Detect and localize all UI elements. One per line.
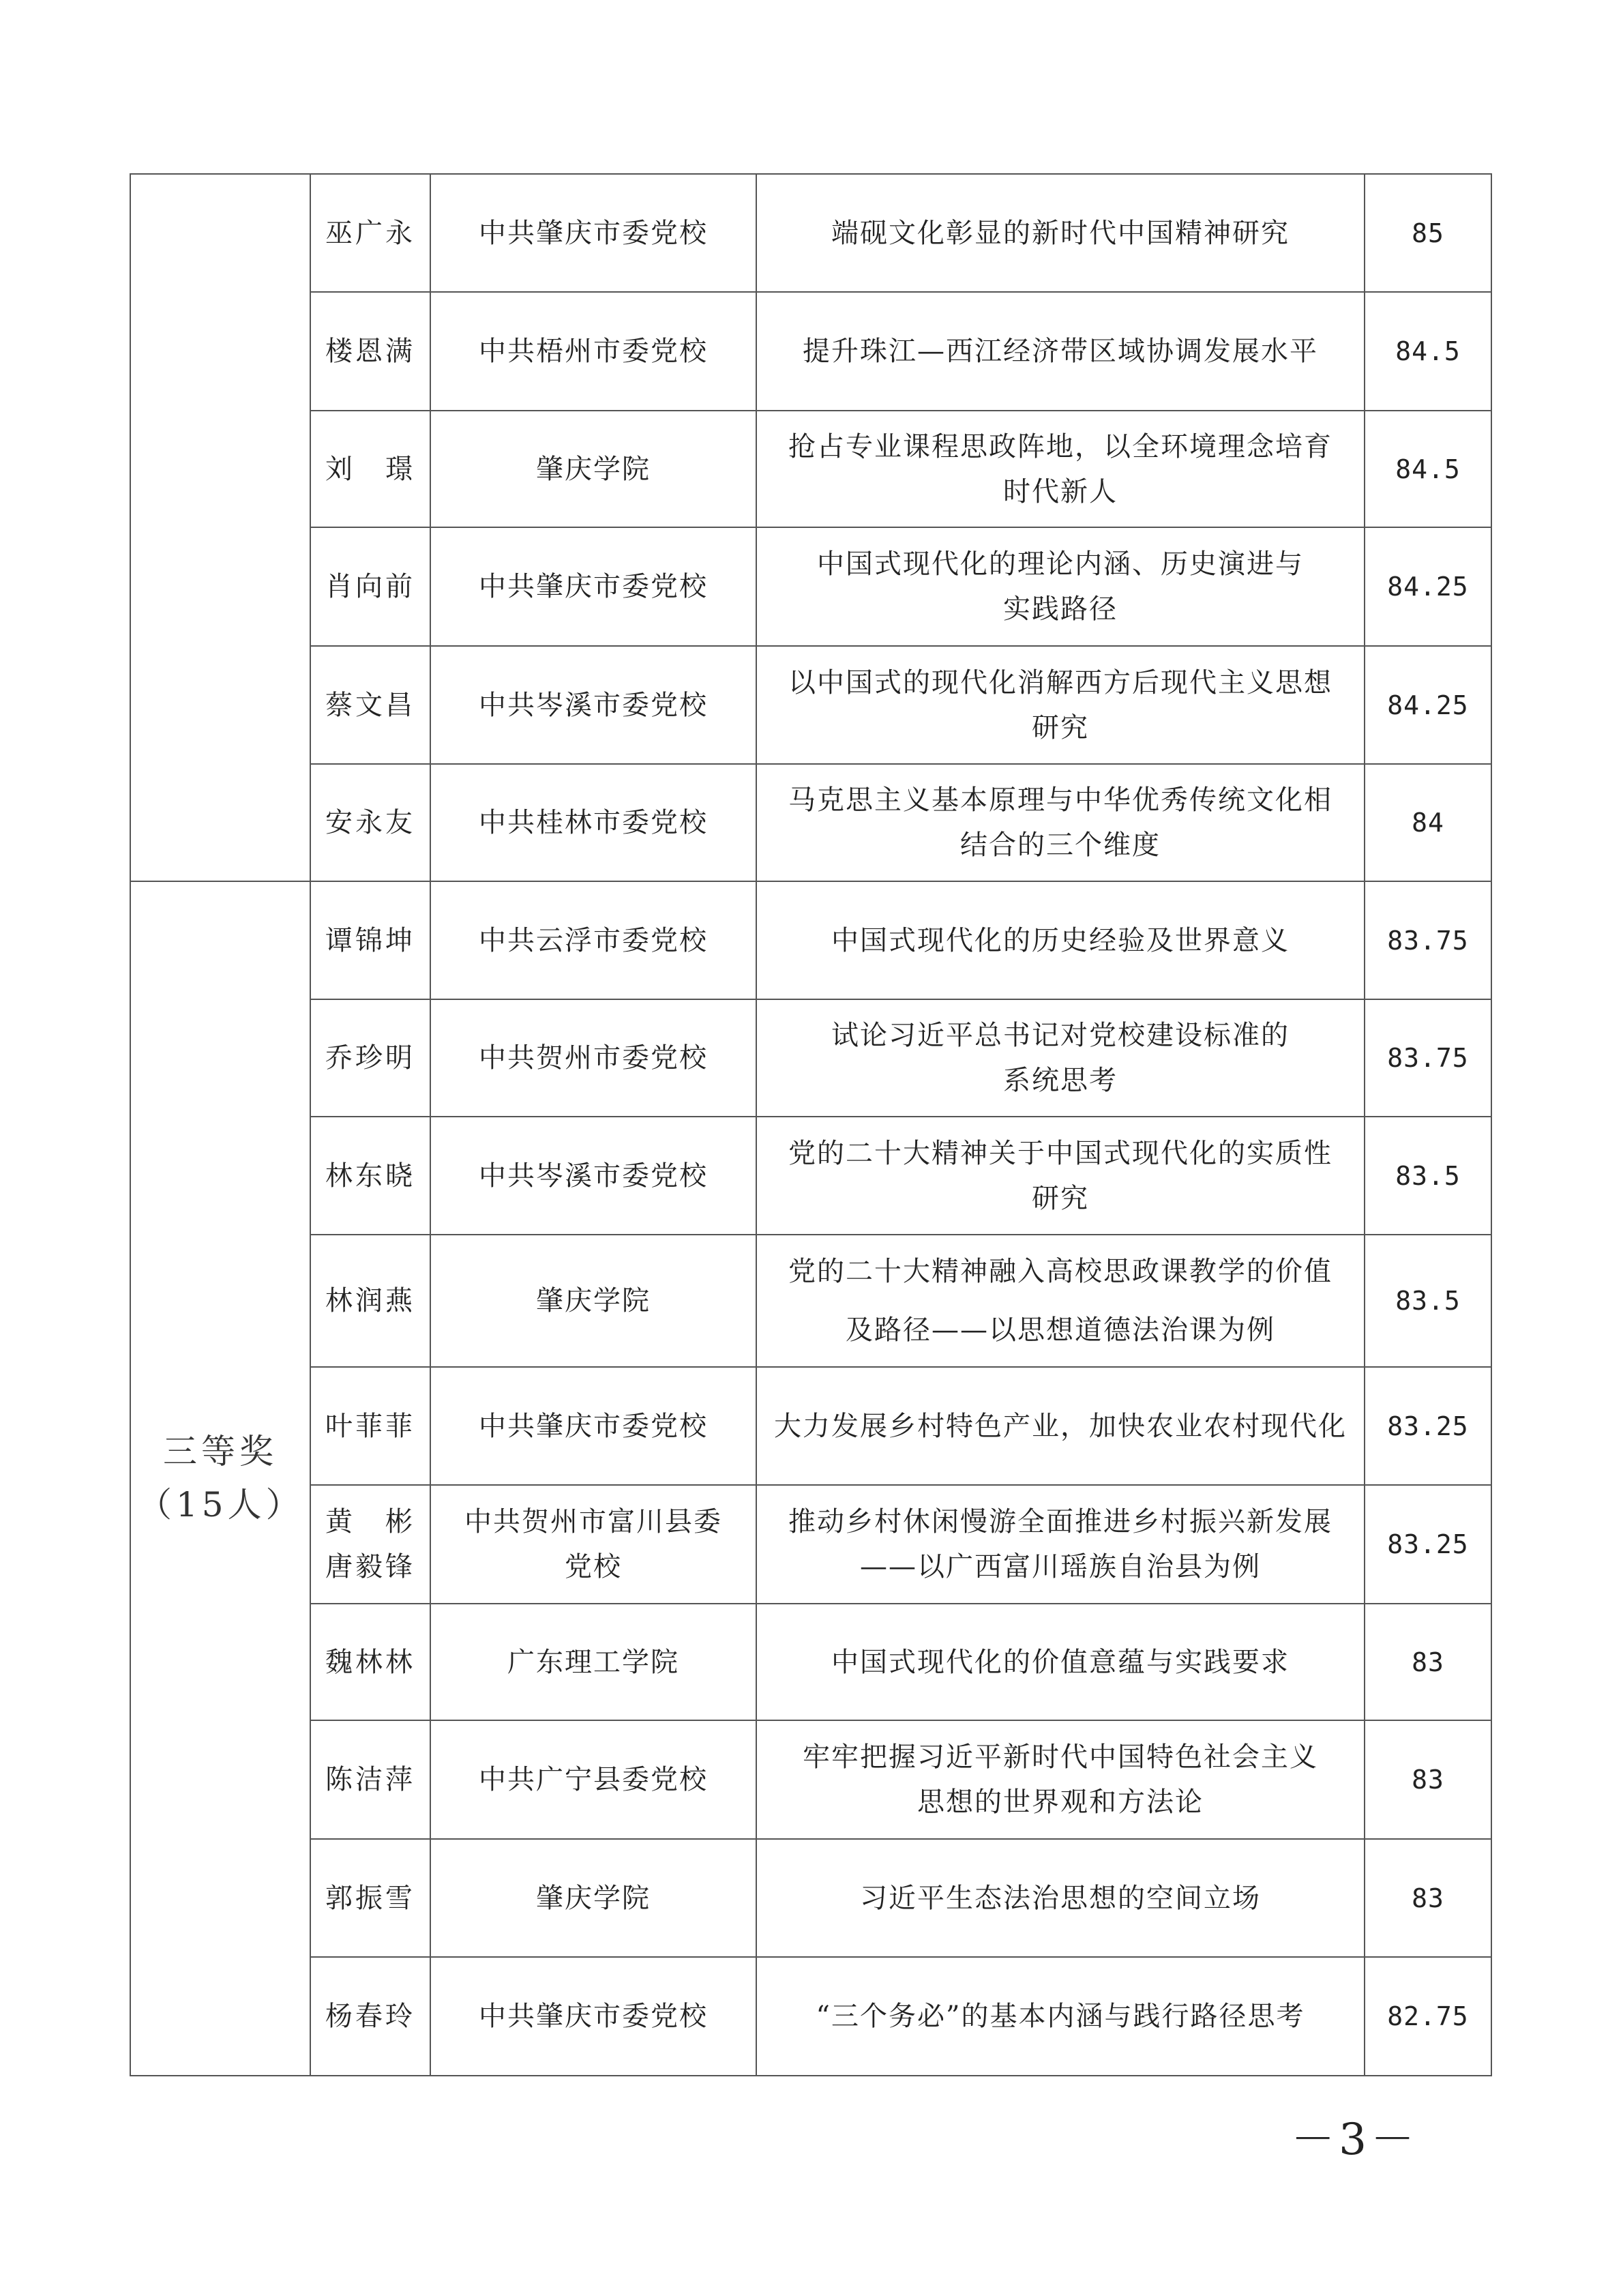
name-cell — [310, 1839, 430, 1957]
award-category-cell — [130, 881, 310, 2076]
unit-cell — [430, 764, 756, 881]
title-cell — [756, 1720, 1365, 1838]
unit-cell — [430, 881, 756, 999]
title-line: 中国式现代化的历史经验及世界意义 — [831, 924, 1290, 956]
title-cell — [756, 1839, 1365, 1957]
name-cell — [310, 411, 430, 527]
unit-line: 中共肇庆市委党校 — [479, 1410, 708, 1442]
name-cell — [310, 1235, 430, 1367]
unit-cell — [430, 1720, 756, 1838]
unit-cell — [430, 411, 756, 527]
name-line: 林东晓 — [325, 1160, 415, 1192]
unit-cell — [430, 527, 756, 645]
score-cell: 84.5 — [1365, 411, 1491, 527]
award-table-body — [130, 174, 1491, 2076]
title-line: 习近平生态法治思想的空间立场 — [860, 1882, 1261, 1914]
score-cell: 83.5 — [1365, 1117, 1491, 1235]
unit-line: 中共岑溪市委党校 — [479, 689, 708, 721]
name-cell — [310, 174, 430, 292]
title-cell — [756, 1235, 1365, 1367]
name-line: 蔡文昌 — [325, 689, 415, 721]
table-row — [130, 411, 1491, 527]
title-line: 实践路径 — [1003, 593, 1118, 625]
score-cell: 83.25 — [1365, 1367, 1491, 1485]
name-line: 林润燕 — [325, 1285, 415, 1317]
title-line: 端砚文化彰显的新时代中国精神研究 — [831, 217, 1290, 249]
title-line: 党的二十大精神融入高校思政课教学的价值 — [788, 1256, 1332, 1288]
table-row — [130, 1720, 1491, 1838]
title-line: 中国式现代化的理论内涵、历史演进与 — [817, 548, 1304, 580]
score-cell: 84.5 — [1365, 292, 1491, 410]
name-cell — [310, 999, 430, 1116]
unit-line: 中共贺州市委党校 — [479, 1042, 708, 1074]
title-cell — [756, 646, 1365, 764]
unit-cell — [430, 292, 756, 410]
title-cell — [756, 1117, 1365, 1235]
page-number: －3－ — [1291, 2115, 1418, 2165]
title-line: 研究 — [1032, 711, 1089, 744]
name-line: 安永友 — [325, 807, 415, 839]
name-line: 乔珍明 — [325, 1042, 415, 1074]
score-cell: 83 — [1365, 1720, 1491, 1838]
table-row — [130, 881, 1491, 999]
name-line: 刘 璟 — [325, 453, 415, 485]
unit-cell — [430, 1235, 756, 1367]
name-cell — [310, 1957, 430, 2076]
name-line: 肖向前 — [325, 571, 415, 603]
unit-cell — [430, 646, 756, 764]
table-row — [130, 1957, 1491, 2076]
award-table — [130, 173, 1492, 2076]
score-cell: 83.75 — [1365, 881, 1491, 999]
score-cell: 84 — [1365, 764, 1491, 881]
name-cell — [310, 1367, 430, 1485]
name-line: 杨春玲 — [325, 2001, 415, 2033]
title-cell — [756, 292, 1365, 410]
unit-line: 中共贺州市富川县委 — [464, 1506, 722, 1538]
unit-line: 肇庆学院 — [536, 1285, 651, 1317]
title-line: 抢占专业课程思政阵地，以全环境理念培育 — [788, 430, 1332, 462]
name-cell — [310, 1604, 430, 1720]
title-cell — [756, 527, 1365, 645]
table-row — [130, 174, 1491, 292]
title-line: 思想的世界观和方法论 — [917, 1786, 1204, 1819]
award-category-label: 三等奖 — [163, 1432, 278, 1472]
name-cell — [310, 1720, 430, 1838]
table-row — [130, 527, 1491, 645]
unit-line: 党校 — [565, 1551, 622, 1583]
title-line: 大力发展乡村特色产业，加快农业农村现代化 — [774, 1410, 1347, 1442]
title-line: 牢牢把握习近平新时代中国特色社会主义 — [803, 1741, 1318, 1773]
title-cell — [756, 1957, 1365, 2076]
title-cell — [756, 881, 1365, 999]
score-cell: 83.75 — [1365, 999, 1491, 1116]
title-cell — [756, 999, 1365, 1116]
name-line: 谭锦坤 — [325, 924, 415, 956]
previous-category-cell — [130, 174, 310, 881]
unit-line: 中共肇庆市委党校 — [479, 2001, 708, 2033]
name-line: 楼恩满 — [325, 336, 415, 368]
title-line: 系统思考 — [1003, 1065, 1118, 1097]
unit-line: 中共桂林市委党校 — [479, 807, 708, 839]
score-cell: 84.25 — [1365, 527, 1491, 645]
table-row — [130, 1485, 1491, 1603]
title-line: 以中国式的现代化消解西方后现代主义思想 — [788, 666, 1332, 698]
score-cell: 83 — [1365, 1604, 1491, 1720]
score-cell: 83 — [1365, 1839, 1491, 1957]
table-row — [130, 1117, 1491, 1235]
title-cell — [756, 764, 1365, 881]
name-line: 叶菲菲 — [325, 1410, 415, 1442]
name-cell — [310, 292, 430, 410]
table-row — [130, 292, 1491, 410]
table-row — [130, 1367, 1491, 1485]
unit-line: 中共梧州市委党校 — [479, 336, 708, 368]
name-line: 黄 彬 — [325, 1506, 415, 1538]
title-line: 试论习近平总书记对党校建设标准的 — [831, 1020, 1290, 1052]
unit-cell — [430, 1839, 756, 1957]
unit-cell — [430, 1117, 756, 1235]
unit-cell — [430, 1957, 756, 2076]
score-cell: 85 — [1365, 174, 1491, 292]
name-line: 巫广永 — [325, 217, 415, 249]
unit-cell — [430, 174, 756, 292]
award-category-count: （15人） — [138, 1485, 304, 1525]
score-cell: 82.75 — [1365, 1957, 1491, 2076]
title-line: 研究 — [1032, 1182, 1089, 1214]
score-cell: 83.5 — [1365, 1235, 1491, 1367]
title-line: 结合的三个维度 — [960, 829, 1161, 862]
title-cell — [756, 411, 1365, 527]
unit-line: 中共云浮市委党校 — [479, 924, 708, 956]
title-line: 推动乡村休闲慢游全面推进乡村振兴新发展 — [788, 1506, 1332, 1538]
table-row — [130, 646, 1491, 764]
table-row — [130, 999, 1491, 1116]
unit-line: 肇庆学院 — [536, 1882, 651, 1914]
unit-line: 中共岑溪市委党校 — [479, 1160, 708, 1192]
score-cell: 84.25 — [1365, 646, 1491, 764]
table-row — [130, 1839, 1491, 1957]
name-cell — [310, 764, 430, 881]
name-line: 唐毅锋 — [325, 1551, 415, 1583]
name-cell — [310, 1117, 430, 1235]
name-cell — [310, 1485, 430, 1603]
table-row — [130, 764, 1491, 881]
name-cell — [310, 527, 430, 645]
unit-cell — [430, 1485, 756, 1603]
unit-line: 肇庆学院 — [536, 453, 651, 485]
table-row — [130, 1235, 1491, 1367]
unit-cell — [430, 999, 756, 1116]
name-cell — [310, 881, 430, 999]
title-cell — [756, 1485, 1365, 1603]
title-line: ——以广西富川瑶族自治县为例 — [860, 1551, 1261, 1583]
title-line: 党的二十大精神关于中国式现代化的实质性 — [788, 1137, 1332, 1169]
unit-cell — [430, 1367, 756, 1485]
unit-cell — [430, 1604, 756, 1720]
name-line: 魏林林 — [325, 1646, 415, 1678]
unit-line: 广东理工学院 — [507, 1646, 679, 1678]
unit-line: 中共肇庆市委党校 — [479, 571, 708, 603]
name-line: 陈洁萍 — [325, 1764, 415, 1796]
title-line: 提升珠江—西江经济带区域协调发展水平 — [803, 336, 1318, 368]
title-line: 中国式现代化的价值意蕴与实践要求 — [831, 1646, 1290, 1678]
name-line: 郭振雪 — [325, 1882, 415, 1914]
score-cell: 83.25 — [1365, 1485, 1491, 1603]
name-cell — [310, 646, 430, 764]
title-line: 马克思主义基本原理与中华优秀传统文化相 — [788, 784, 1332, 816]
unit-line: 中共广宁县委党校 — [479, 1764, 708, 1796]
table-row — [130, 1604, 1491, 1720]
title-line: 时代新人 — [1003, 475, 1118, 507]
unit-line: 中共肇庆市委党校 — [479, 217, 708, 249]
title-cell — [756, 174, 1365, 292]
title-cell — [756, 1604, 1365, 1720]
title-line: “三个务必”的基本内涵与践行路径思考 — [816, 2001, 1305, 2033]
title-cell — [756, 1367, 1365, 1485]
title-line: 及路径——以思想道德法治课为例 — [846, 1314, 1275, 1346]
